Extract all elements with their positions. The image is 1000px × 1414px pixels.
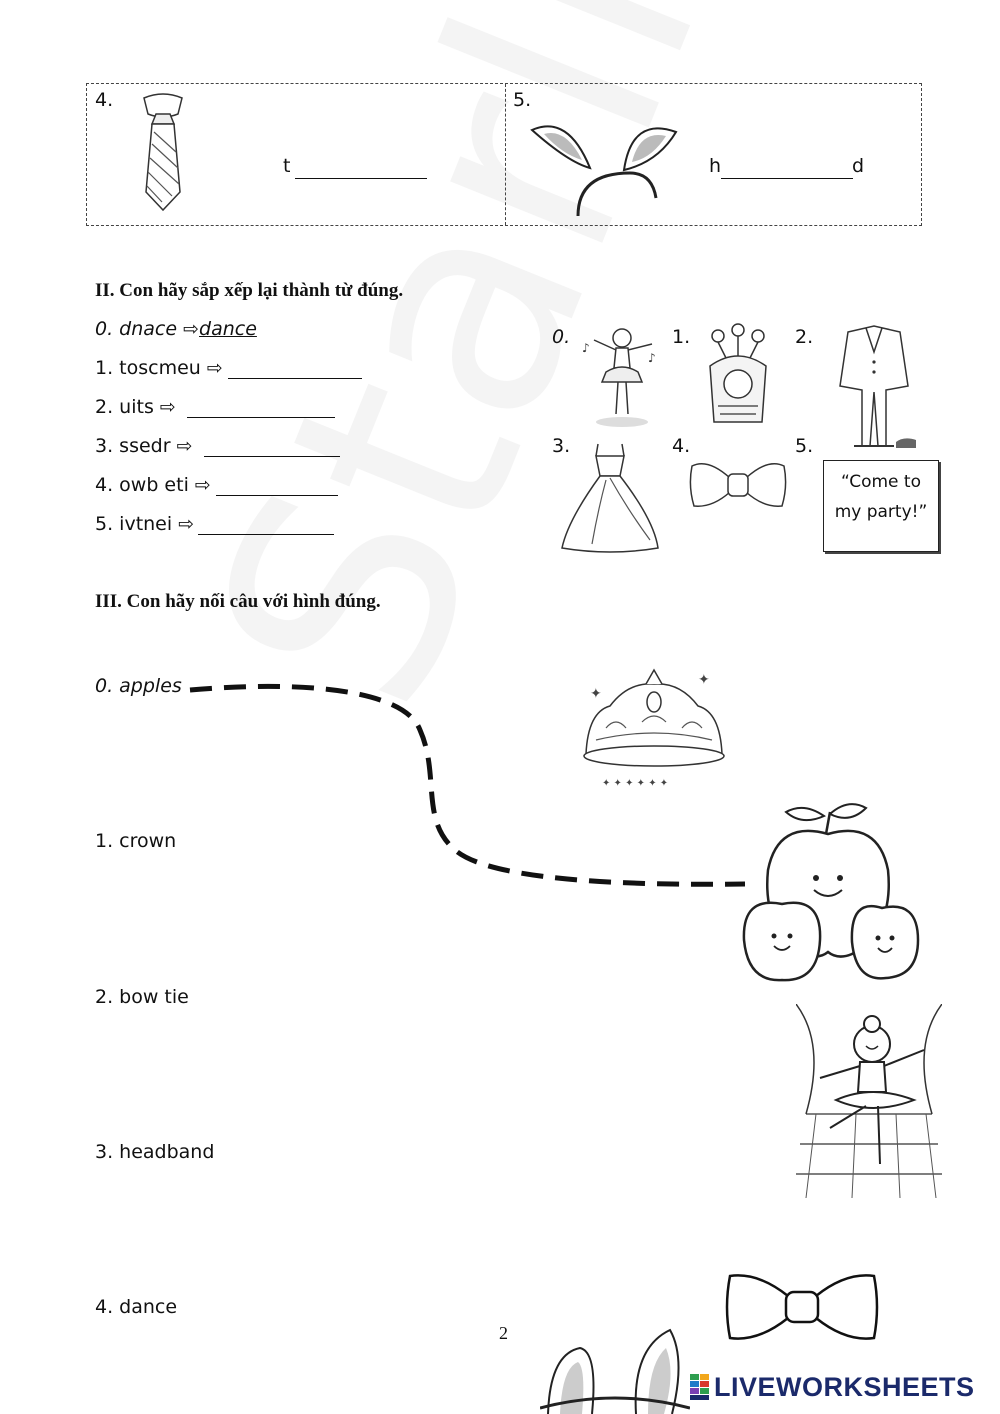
match-item-1-label[interactable]: 1. crown	[95, 830, 177, 852]
arrow-icon: ⇨	[178, 513, 195, 535]
arrow-icon: ⇨	[194, 474, 211, 496]
bunny-headband-icon	[528, 118, 680, 218]
crown-icon[interactable]	[576, 662, 732, 792]
liveworksheets-logo	[690, 1372, 975, 1403]
scramble-answer-4-input[interactable]	[216, 473, 338, 496]
section-3-heading: III. Con hãy nối câu với hình đúng.	[95, 591, 381, 612]
bow-tie-icon[interactable]	[724, 1270, 880, 1344]
costume-icon	[696, 322, 780, 430]
invitation-line-1: “Come to	[841, 472, 921, 492]
item-5-answer-input[interactable]	[721, 156, 853, 179]
item-5-suffix: d	[852, 155, 865, 177]
example-answer: dance	[199, 318, 257, 340]
scramble-item-label: 4. owb eti	[95, 474, 195, 496]
pic-number-4: 4.	[672, 435, 691, 457]
page-number: 2	[499, 1323, 508, 1343]
dress-icon	[558, 440, 662, 554]
match-example-label: 0. apples	[95, 675, 182, 697]
dancer-icon	[576, 322, 666, 430]
arrow-icon: ⇨	[183, 318, 200, 340]
scramble-answer-1-input[interactable]	[228, 356, 362, 379]
item-5-prefix: h	[709, 155, 722, 177]
example-row	[95, 318, 257, 340]
match-item-2-label[interactable]: 2. bow tie	[95, 986, 189, 1008]
arrow-icon: ⇨	[159, 396, 176, 418]
ballerina-stage-icon[interactable]	[796, 1004, 942, 1198]
scramble-item-4	[95, 474, 211, 496]
scramble-item-label: 2. uits	[95, 396, 160, 418]
invitation-line-2: my party!”	[834, 502, 928, 522]
item-4-answer-input[interactable]	[295, 156, 427, 179]
example-scrambled: 0. dnace	[95, 318, 184, 340]
logo-mark-icon	[690, 1374, 710, 1400]
match-item-3-label[interactable]: 3. headband	[95, 1141, 215, 1163]
svg-text:♪: ♪	[648, 351, 656, 365]
vocab-table	[86, 83, 922, 226]
table-divider	[505, 84, 506, 225]
svg-text:✦: ✦	[698, 672, 710, 688]
party-invitation-card	[823, 460, 939, 552]
svg-text:✦: ✦	[590, 686, 602, 702]
scramble-answer-5-input[interactable]	[198, 512, 334, 535]
arrow-icon: ⇨	[176, 435, 193, 457]
item-4-prefix: t	[283, 155, 291, 177]
scramble-item-label: 1. toscmeu	[95, 357, 207, 379]
tie-icon	[134, 92, 192, 214]
pic-number-0: 0.	[552, 326, 571, 348]
scramble-item-label: 3. ssedr	[95, 435, 177, 457]
match-item-4-label[interactable]: 4. dance	[95, 1296, 178, 1318]
scramble-item-1	[95, 357, 223, 379]
svg-text:✦ ✦ ✦ ✦ ✦ ✦: ✦ ✦ ✦ ✦ ✦ ✦	[602, 778, 669, 789]
pic-number-2: 2.	[795, 326, 814, 348]
suit-icon	[824, 322, 924, 458]
scramble-item-3	[95, 435, 193, 457]
bow-tie-small-icon	[688, 456, 788, 514]
pic-number-3: 3.	[552, 435, 571, 457]
headband-icon[interactable]	[540, 1318, 690, 1414]
item-5-number: 5.	[513, 89, 532, 111]
apples-icon[interactable]	[738, 800, 928, 988]
scramble-answer-2-input[interactable]	[187, 395, 335, 418]
pic-number-5: 5.	[795, 435, 814, 457]
arrow-icon: ⇨	[206, 357, 223, 379]
section-2-heading: II. Con hãy sắp xếp lại thành từ đúng.	[95, 280, 404, 301]
scramble-item-label: 5. ivtnei	[95, 513, 179, 535]
svg-text:♪: ♪	[582, 341, 590, 355]
pic-number-1: 1.	[672, 326, 691, 348]
scramble-answer-3-input[interactable]	[204, 434, 340, 457]
scramble-item-2	[95, 396, 176, 418]
logo-text: LIVEWORKSHEETS	[714, 1372, 975, 1402]
item-4-number: 4.	[95, 89, 114, 111]
scramble-item-5	[95, 513, 194, 535]
